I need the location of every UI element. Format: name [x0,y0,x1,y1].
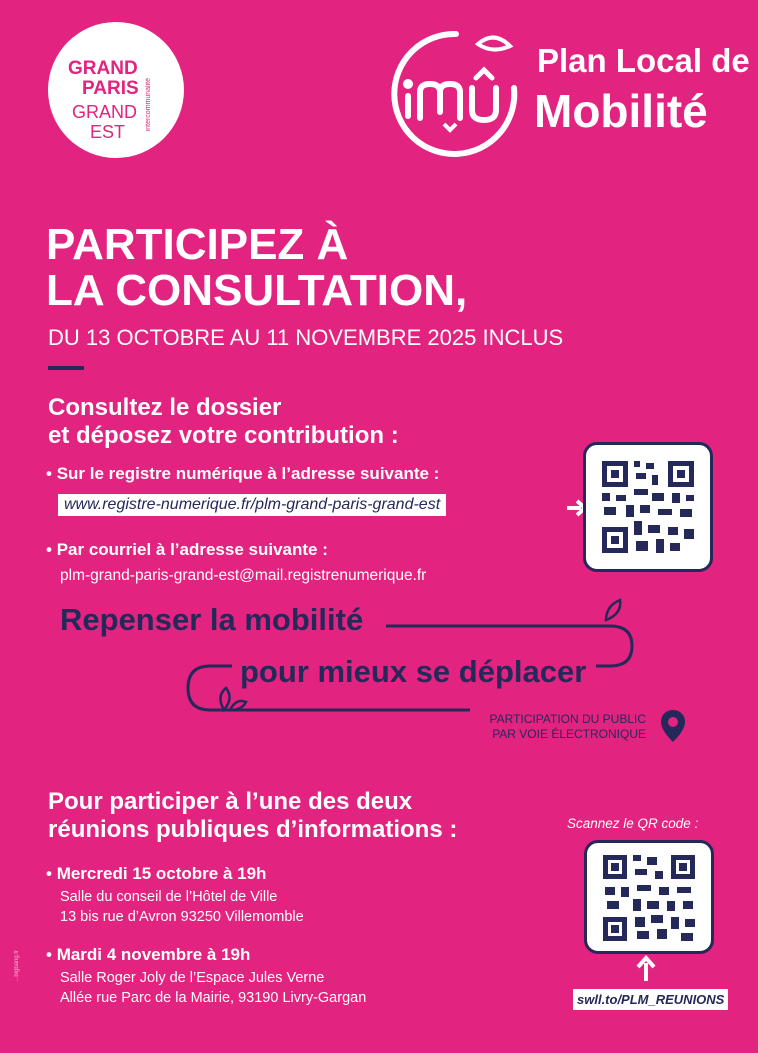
logo-line-1: GRAND [68,58,138,79]
slogan-line-2: pour mieux se déplacer [240,654,587,689]
consultation-dates: DU 13 OCTOBRE AU 11 NOVEMBRE 2025 INCLUS [48,325,564,350]
participation-line-1: PARTICIPATION DU PUBLIC [489,712,646,726]
location-pin-icon [660,709,686,743]
divider [48,366,84,370]
headline-line-1: PARTICIPEZ À [46,220,349,269]
participation-line-2: PAR VOIE ÉLECTRONIQUE [492,727,646,741]
participation-text [474,712,646,742]
agency-credit: ...bigbang.fr [14,950,20,982]
registre-label: Sur le registre numérique à l’adresse suivante : [56,464,440,483]
slogan-path-decoration [180,598,650,726]
plm-title-line-2: Mobilité [534,85,708,137]
email-label: Par courriel à l’adresse suivante : [56,540,328,559]
reunion-1-place: Salle du conseil de l’Hôtel de Ville [60,889,278,905]
grand-paris-grand-est-logo [48,22,184,158]
registre-url-link[interactable]: www.registre-numerique.fr/plm-grand-paris-grand-est [58,494,446,516]
reunion-2-address: Allée rue Parc de la Mairie, 93190 Livry-Gargan [60,990,367,1006]
plm-logo-icon [386,26,526,166]
arrow-up-icon [635,955,657,981]
logo-line-2: PARIS [82,78,139,99]
slogan-line-1: Repenser la mobilité [60,602,364,637]
headline-line-2: LA CONSULTATION, [46,266,468,315]
reunion-2-bullet: • Mardi 4 novembre à 19h [46,945,251,964]
plm-title-line-1: Plan Local de [537,42,750,79]
registre-qr-code[interactable] [583,442,713,572]
consult-title-1: Consultez le dossier [48,394,282,421]
reunions-title-1: Pour participer à l’une des deux [48,788,413,815]
registre-bullet: • Sur le registre numérique à l’adresse suivante : [46,464,440,483]
reunion-2-place: Salle Roger Joly de l’Espace Jules Verne [60,970,325,986]
logo-line-4: EST [90,122,126,142]
reunion-1-bullet: • Mercredi 15 octobre à 19h [46,864,267,883]
email-address-link[interactable]: plm-grand-paris-grand-est@mail.registrenumerique.fr [60,567,427,584]
qr-code-icon [586,445,710,569]
logo-vertical-text: intercommunalité [145,78,152,132]
email-bullet: • Par courriel à l’adresse suivante : [46,540,328,559]
reunions-title-2: réunions publiques d’informations : [48,816,458,843]
qr-code-icon [587,843,711,951]
reunions-qr-code[interactable] [584,840,714,954]
reunion-1-date: Mercredi 15 octobre à 19h [56,864,267,883]
reunion-2-date: Mardi 4 novembre à 19h [56,945,251,964]
consult-title-2: et déposez votre contribution : [48,422,399,449]
logo-line-3: GRAND [72,102,138,122]
reunions-qr-link[interactable]: swll.to/PLM_REUNIONS [573,989,728,1010]
scan-qr-label: Scannez le QR code : [567,816,699,831]
reunion-1-address: 13 bis rue d’Avron 93250 Villemomble [60,909,304,925]
